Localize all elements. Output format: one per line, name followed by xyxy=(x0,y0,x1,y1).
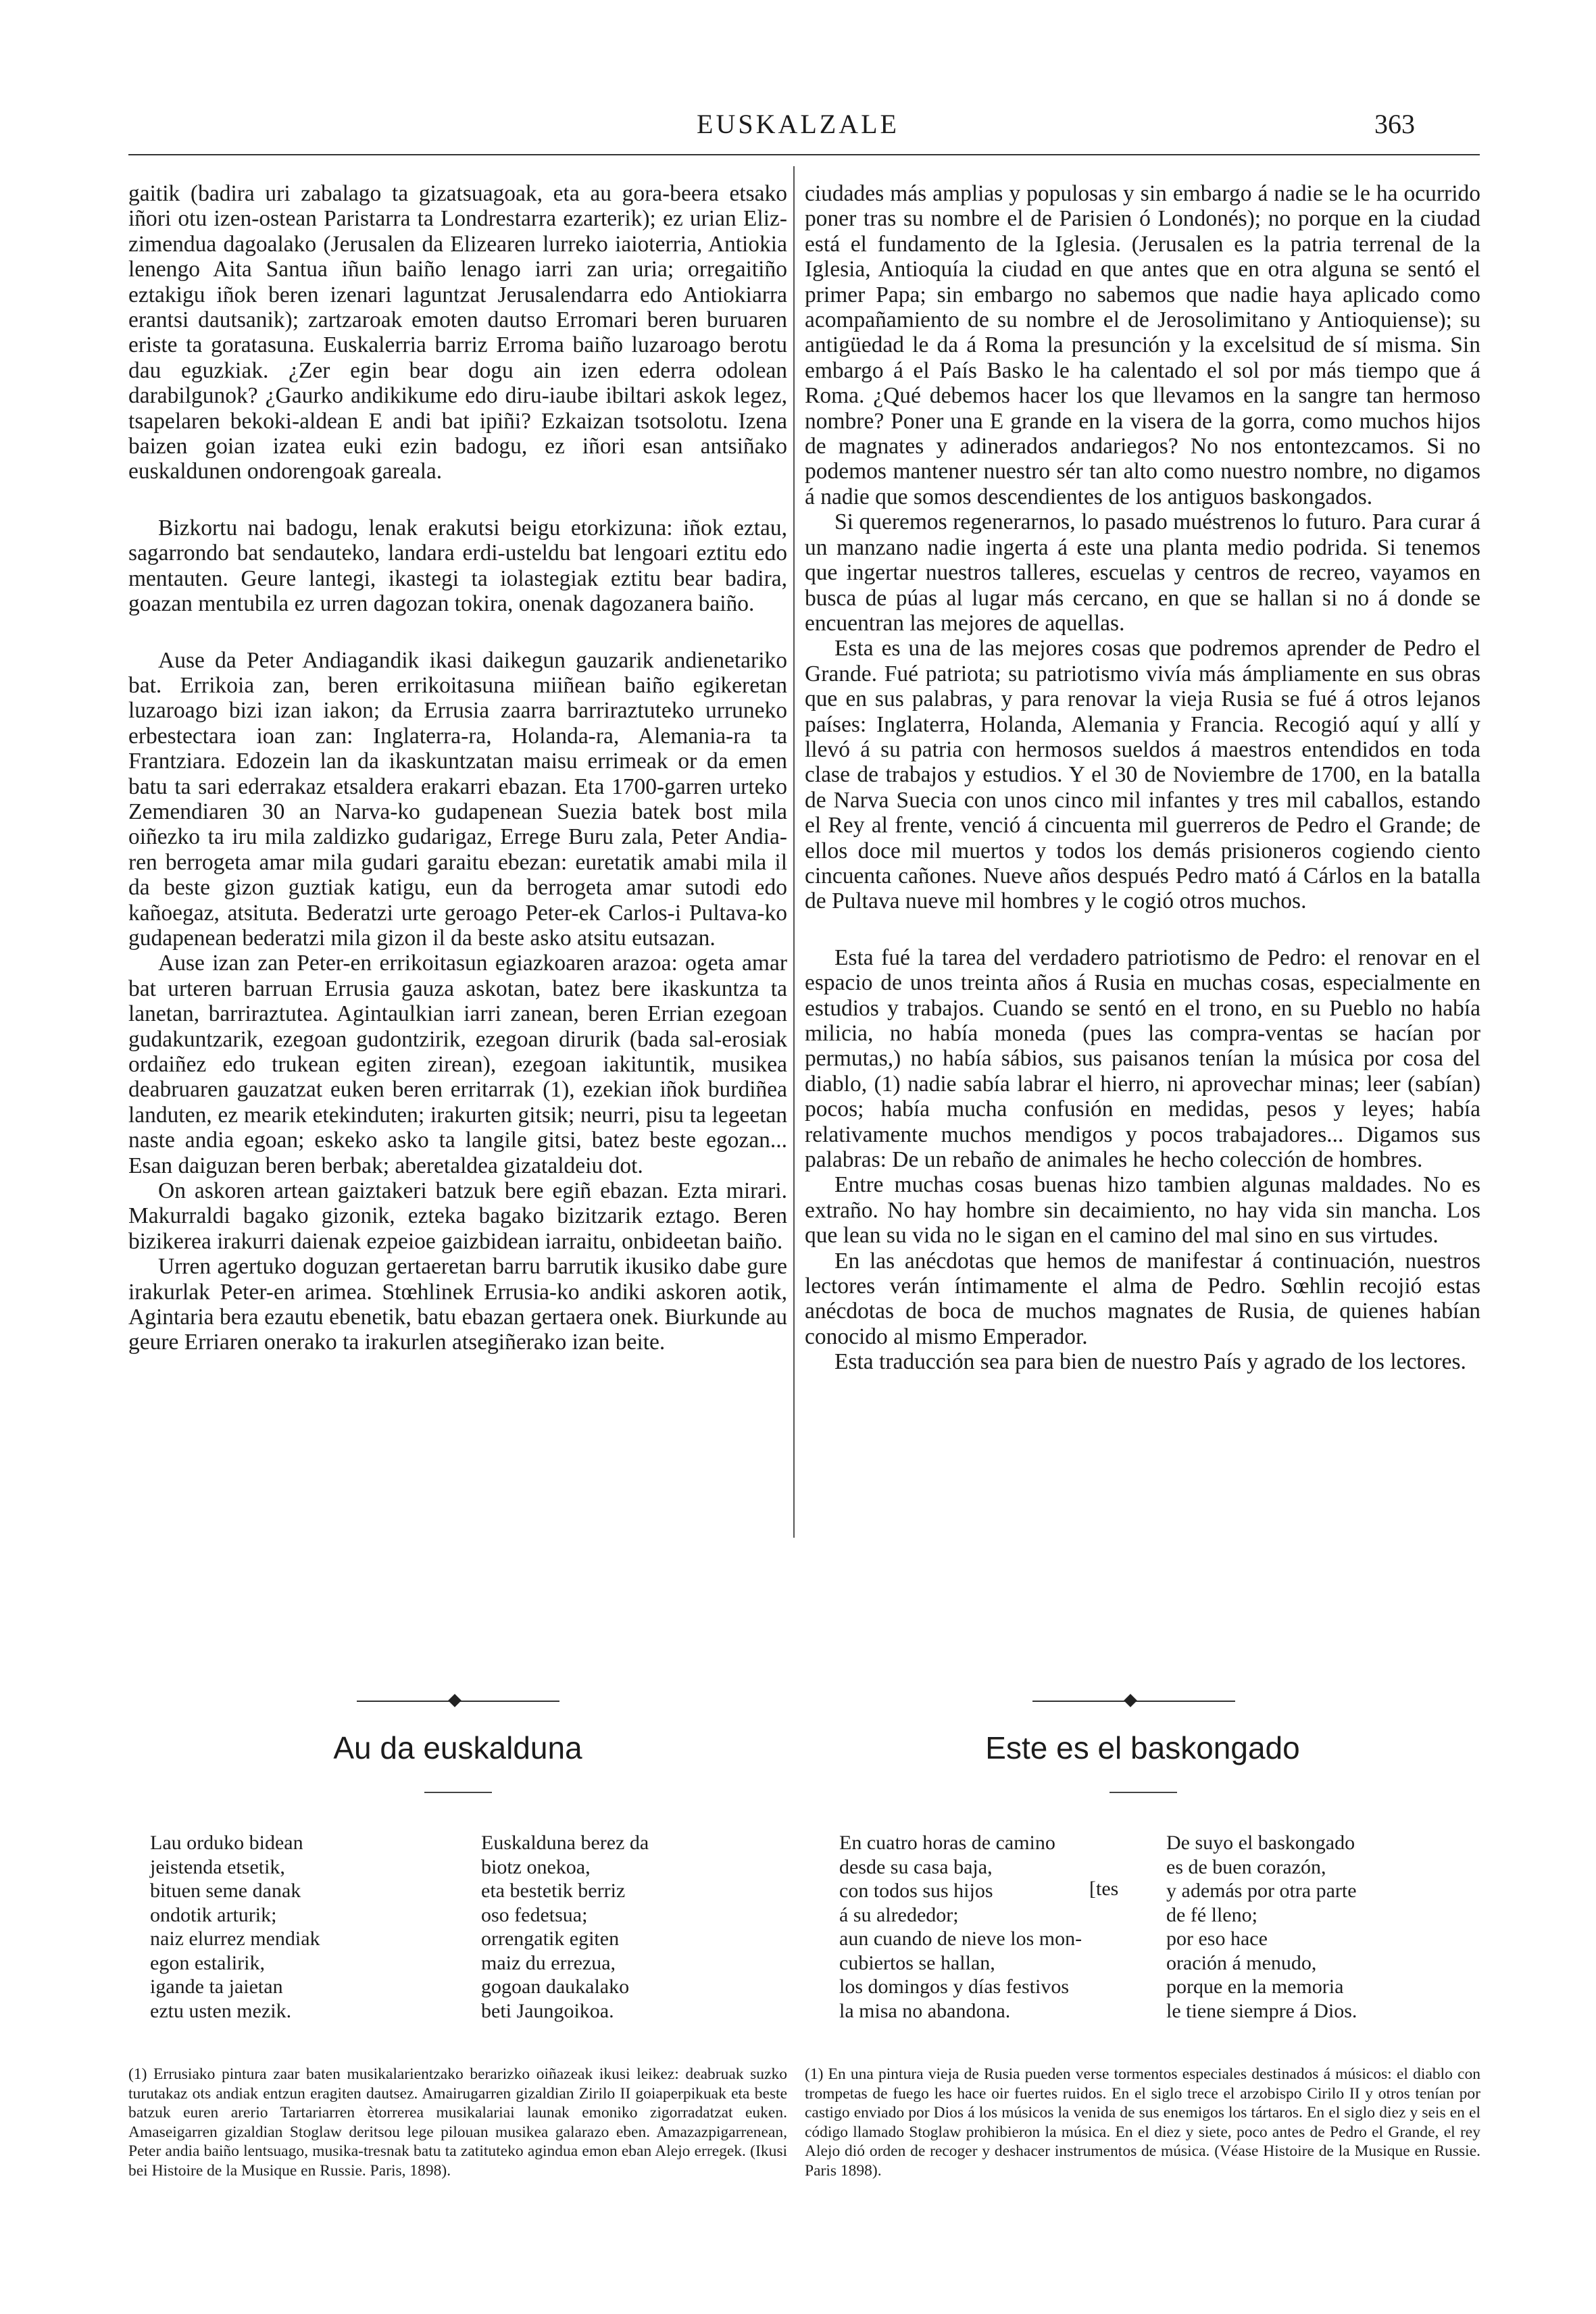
spanish-paragraph-1: ciudades más amplias y populosas y sin embargo á nadie se le ha ocurrido poner tras su nombre el de Parisien ó Londonés); no porque en la ciudad está el fundamento de la Iglesia. (Jerusalen es la patria terrenal de la Iglesia, Antioquía la ciudad en que antes que en otra alguna se sentó el primer Papa; sin embargo no sabemos que nadie haya aplicado como acompañamiento de su nombre el de Jerosolimitano y Antioquiense); su antigüedad le da á Roma la presunción y la excelsitud de sí misma. Sin embargo á el País Basko le ha calentado el sol por más tiempo que á Roma. ¿Qué debemos hacer los que llevamos en la sangre tan hermoso nombre? Poner una E grande en la visera de la gorra, como muchos hijos de magnates y adinerados andariegos? No nos entontezcamos. Si no podemos mantener nuestro sér tan alto como nuestro nombre, no digamos á nadie que somos descendientes de los antiguos baskongados. xyxy=(805,181,1480,509)
basque-paragraph-4: Ause izan zan Peter-en errikoitasun egiazkoaren arazoa: ogeta amar bat urteren barruan Errusia gauza askotan, batez bere ikaskuntza ta lanetan, barriraztutea. Agintaulkian iarri zanean, beren Errian ezegoan gudakuntzarik, ezegoan gudontzirik, ezegoan dirurik (bada sal-erosiak ordaiñez edo trukean egiten zirean), ezegoan iakituntik, musikea deabruaren gauzatzat euken beren erritarrak (1), ezekian iñok burdiñea landuten, ez mearik etekinduten; irakurten gitsik; neurri, pisu ta legeetan naste andia egoan; eskeko asko ta langile gitsi, batez beste egozan... Esan daiguzan beren berbak; aberetaldea gizataldeiu dot. xyxy=(128,951,787,1178)
spanish-paragraph-6: En las anécdotas que hemos de manifestar á continuación, nuestros lectores verán íntimamente el alma de Pedro. Sœhlin recojió estas anécdotas de boca de muchos magnates de Rusia, de quienes habían conocido al mismo Emperador. xyxy=(805,1248,1480,1349)
basque-text-column xyxy=(128,181,787,1355)
basque-paragraph-5: On askoren artean gaiztakeri batzuk bere egiñ ebazan. Ezta mirari. Makurraldi bagako gizonik, ezteka bagako bizitzarik eztago. Beren bizikerea irakurri daienak ezpeioe gaizbidean iarraitu, onbideetan baiño. xyxy=(128,1178,787,1254)
page-number: 363 xyxy=(1374,109,1415,139)
spanish-paragraph-2: Si queremos regenerarnos, lo pasado muéstrenos lo futuro. Para curar á un manzano nadie ingerta á este una planta medio podrida. Si tenemos que ingertar nuestros talleres, escuelas y centros de recreo, vayamos en busca de púas al lugar más cercano, en que se hallan si no á donde se encuentran las mejores de aquellas. xyxy=(805,509,1480,636)
basque-stanza-1: Lau orduko bidean jeistenda etsetik, bituen seme danak ondotik arturik; naiz elurrez mendiak egon estalirik, igande ta jaietan eztu usten mezik. xyxy=(150,1832,320,2022)
spanish-paragraph-5: Entre muchas cosas buenas hizo tambien algunas maldades. No es extraño. No hay hombre sin decaimiento, no hay vida sin mancha. Los que lean su vida no le sigan en el camino del mal sino en sus virtudes. xyxy=(805,1172,1480,1249)
spanish-stanza-1: En cuatro horas de camino desde su casa baja, con todos sus hijos á su alrededor; aun cuando de nieve los mon- cubiertos se hallan, los domingos y días festivos la misa no abandona. xyxy=(839,1832,1082,2022)
header-rule xyxy=(128,154,1480,155)
column-divider xyxy=(793,166,795,1538)
spanish-text-column xyxy=(805,181,1480,1375)
basque-paragraph-3: Ause da Peter Andiagandik ikasi daikegun gauzarik andienetariko bat. Errikoia zan, beren errikoitasuna miiñean baiño egikeretan luzaroago bizi izan iakon; da Errusia zaarra barriraztuteko urruneko erbestectara ioan zan: Inglaterra-ra, Holanda-ra, Alemania-ra ta Frantziara. Edozein lan da ikaskuntzatan maisu errimeak or da emen batu ta sari ederrakaz etsaldera erakarri ebazan. Eta 1700-garren urteko Zemendiaren 30 an Narva-ko gudapenean Suezia batek bost mila oiñezko ta iru mila zaldizko gudarigaz, Errege Buru zala, Peter Andia-ren berrogeta amar mila gudari garaitu ebezan: euretatik amabi mila il da beste gizon guztiak katigu, eun da berrogeta amar sutodi edo kañoegaz, atsituta. Bederatzi urte geroago Peter-ek Carlos-i Pultava-ko gudapenean bederatzi mila gizon il da beste asko atsitu eutsazan. xyxy=(128,647,787,951)
basque-paragraph-1: gaitik (badira uri zabalago ta gizatsuagoak, eta au gora-beera etsako iñori otu izen-ostean Paristarra ta Londrestarra ezarterik); ez urian Eliz-zimendua dagoalako (Jerusalen da Elizearen lurreko iaioterria, Antiokia lenengo Aita Santua iñun baiño lenago iarri zan uria; orregaitiño eztakigu iñok beren izenari laguntzat Jerusalendarra edo Antiokiarra erantsi dautsanik); zartzaroak emoten dautso Erromari beren buruaren eriste ta goratasuna. Euskalerria barriz Erroma baiño luzaroago berotu dau eguzkiak. ¿Zer egin bear dogu ain izen ederra odolean darabilgunok? ¿Gaurko andikikume edo diru-iaube ibiltari askok legez, tsapelaren bekoki-aldean E andi bat ipiñi? Ezkaizan tsotsolotu. Izena baizen goian izatea euki ezin badogu, ez iñori esan antsiñako euskaldunen ondorengoak gareala. xyxy=(128,181,787,484)
spanish-paragraph-3: Esta es una de las mejores cosas que podremos aprender de Pedro el Grande. Fué patriota; su patriotismo vivía más ámpliamente en sus obras que en sus palabras, y para renovar la vieja Rusia se fué á otros lejanos países: Inglaterra, Holanda, Alemania y Francia. Recogió aquí y allí y llevó á su patria con hermosos sueldos á maestros entendidos en toda clase de trabajos y estudios. Y el 30 de Noviembre de 1700, en la batalla de Narva Suecia con unos cinco mil infantes y tres mil caballos, estando el Rey al frente, venció á cincuenta mil guerreros de Pedro el Grande; de ellos doce mil muertos y todos los demás prisioneros cogiendo ciento cincuenta cañones. Nueve años después Pedro mató á Cárlos en la batalla de Pultava nueve mil hombres y le cogió otros muchos. xyxy=(805,636,1480,914)
ornament-divider-left xyxy=(357,1694,559,1708)
title-rule-left xyxy=(424,1792,492,1793)
hyphen-continuation: [tes xyxy=(1089,1878,1119,1900)
title-rule-right xyxy=(1109,1792,1177,1793)
spanish-stanza-2: De suyo el baskongado es de buen corazón, y además por otra parte de fé lleno; por eso hace oración á menudo, porque en la memoria le tiene siempre á Dios. xyxy=(1166,1832,1357,2022)
footnote-basque: (1) Errusiako pintura zaar baten musikalarientzako berarizko oiñazeak ikusi leikez: deabruak suzko turutakaz ots andiak entzun eragiten dautsez. Amairugarren gizaldian Zirilo II goiaperpikuak eta beste batzuk euren arerio Tartariarren ètorrerea musikalariai launak emoniko zigorradatzat euken. Amaseigarren gizaldian Stoglaw deritsou lege pilouan musikea galarazo eben. Amazazpigarrenean, Peter andia baiño lentsuago, musika-tresnak batu ta zatituteko agindua emon eban Alejo erregek. (Ikusi bei Histoire de la Musique en Russie. Paris, 1898). xyxy=(128,2065,787,2180)
footnote-spanish: (1) En una pintura vieja de Rusia pueden verse tormentos especiales destinados á músicos: el diablo con trompetas de fuego les hace oir fuertes ruidos. En el siglo trece el arzobispo Cirilo II y otros tenían por castigo enviado por Dios á los músicos la venida de sus enemigos los tártaros. En el siglo diez y seis en el código llamado Stoglaw prohibieron la música. En el diez y siete, poco antes de Pedro el Grande, el rey Alejo dió orden de recoger y deshacer instrumentos de música. (Véase Histoire de la Musique en Russie. Paris 1898). xyxy=(805,2065,1480,2180)
poem-title-basque: Au da euskalduna xyxy=(333,1730,582,1765)
basque-paragraph-2: Bizkortu nai badogu, lenak erakutsi beigu etorkizuna: iñok eztau, sagarrondo bat sendauteko, landara erdi-usteldu bat lengoari eztitu edo mentauten. Geure lantegi, ikastegi ta iolastegiak eztitu bear badira, goazan mentubila ez urren dagozan tokira, onenak dagozanera baiño. xyxy=(128,515,787,617)
ornament-divider-right xyxy=(1032,1694,1235,1708)
basque-paragraph-6: Urren agertuko doguzan gertaeretan barru barrutik ikusiko dabe gure irakurlak Peter-en arimea. Stœhlinek Errusia-ko andiki askoren aotik, Agintaria bera ezautu ebenetik, batu ebazan gertaera onek. Biurkunde au geure Erriaren onerako ta irakurlen atsegiñerako izan beite. xyxy=(128,1254,787,1355)
spanish-paragraph-7: Esta traducción sea para bien de nuestro País y agrado de los lectores. xyxy=(834,1349,1466,1375)
spanish-paragraph-4: Esta fué la tarea del verdadero patriotismo de Pedro: el renovar en el espacio de unos treinta años á Rusia en muchas cosas, especialmente en estudios y trabajos. Cuando se sentó en el trono, en su Pueblo no había milicia, no había moneda (pues las compra-ventas se hacían por permutas,) no había sábios, sus paisanos tenían la música por cosa del diablo, (1) nadie sabía labrar el hierro, ni aprovechar minas; leer (sabían) pocos; había mucha confusión en medidas, pesos y leyes; había relativamente muchos mendigos y pocos trabajadores... Digamos sus palabras: De un rebaño de animales he hecho colección de hombres. xyxy=(805,945,1480,1173)
poem-title-spanish: Este es el baskongado xyxy=(985,1730,1300,1765)
basque-stanza-2: Euskalduna berez da biotz onekoa, eta bestetik berriz oso fedetsua; orrengatik egiten maiz du errezua, gogoan daukalako beti Jaungoikoa. xyxy=(481,1832,649,2022)
running-header-title: EUSKALZALE xyxy=(697,109,899,139)
